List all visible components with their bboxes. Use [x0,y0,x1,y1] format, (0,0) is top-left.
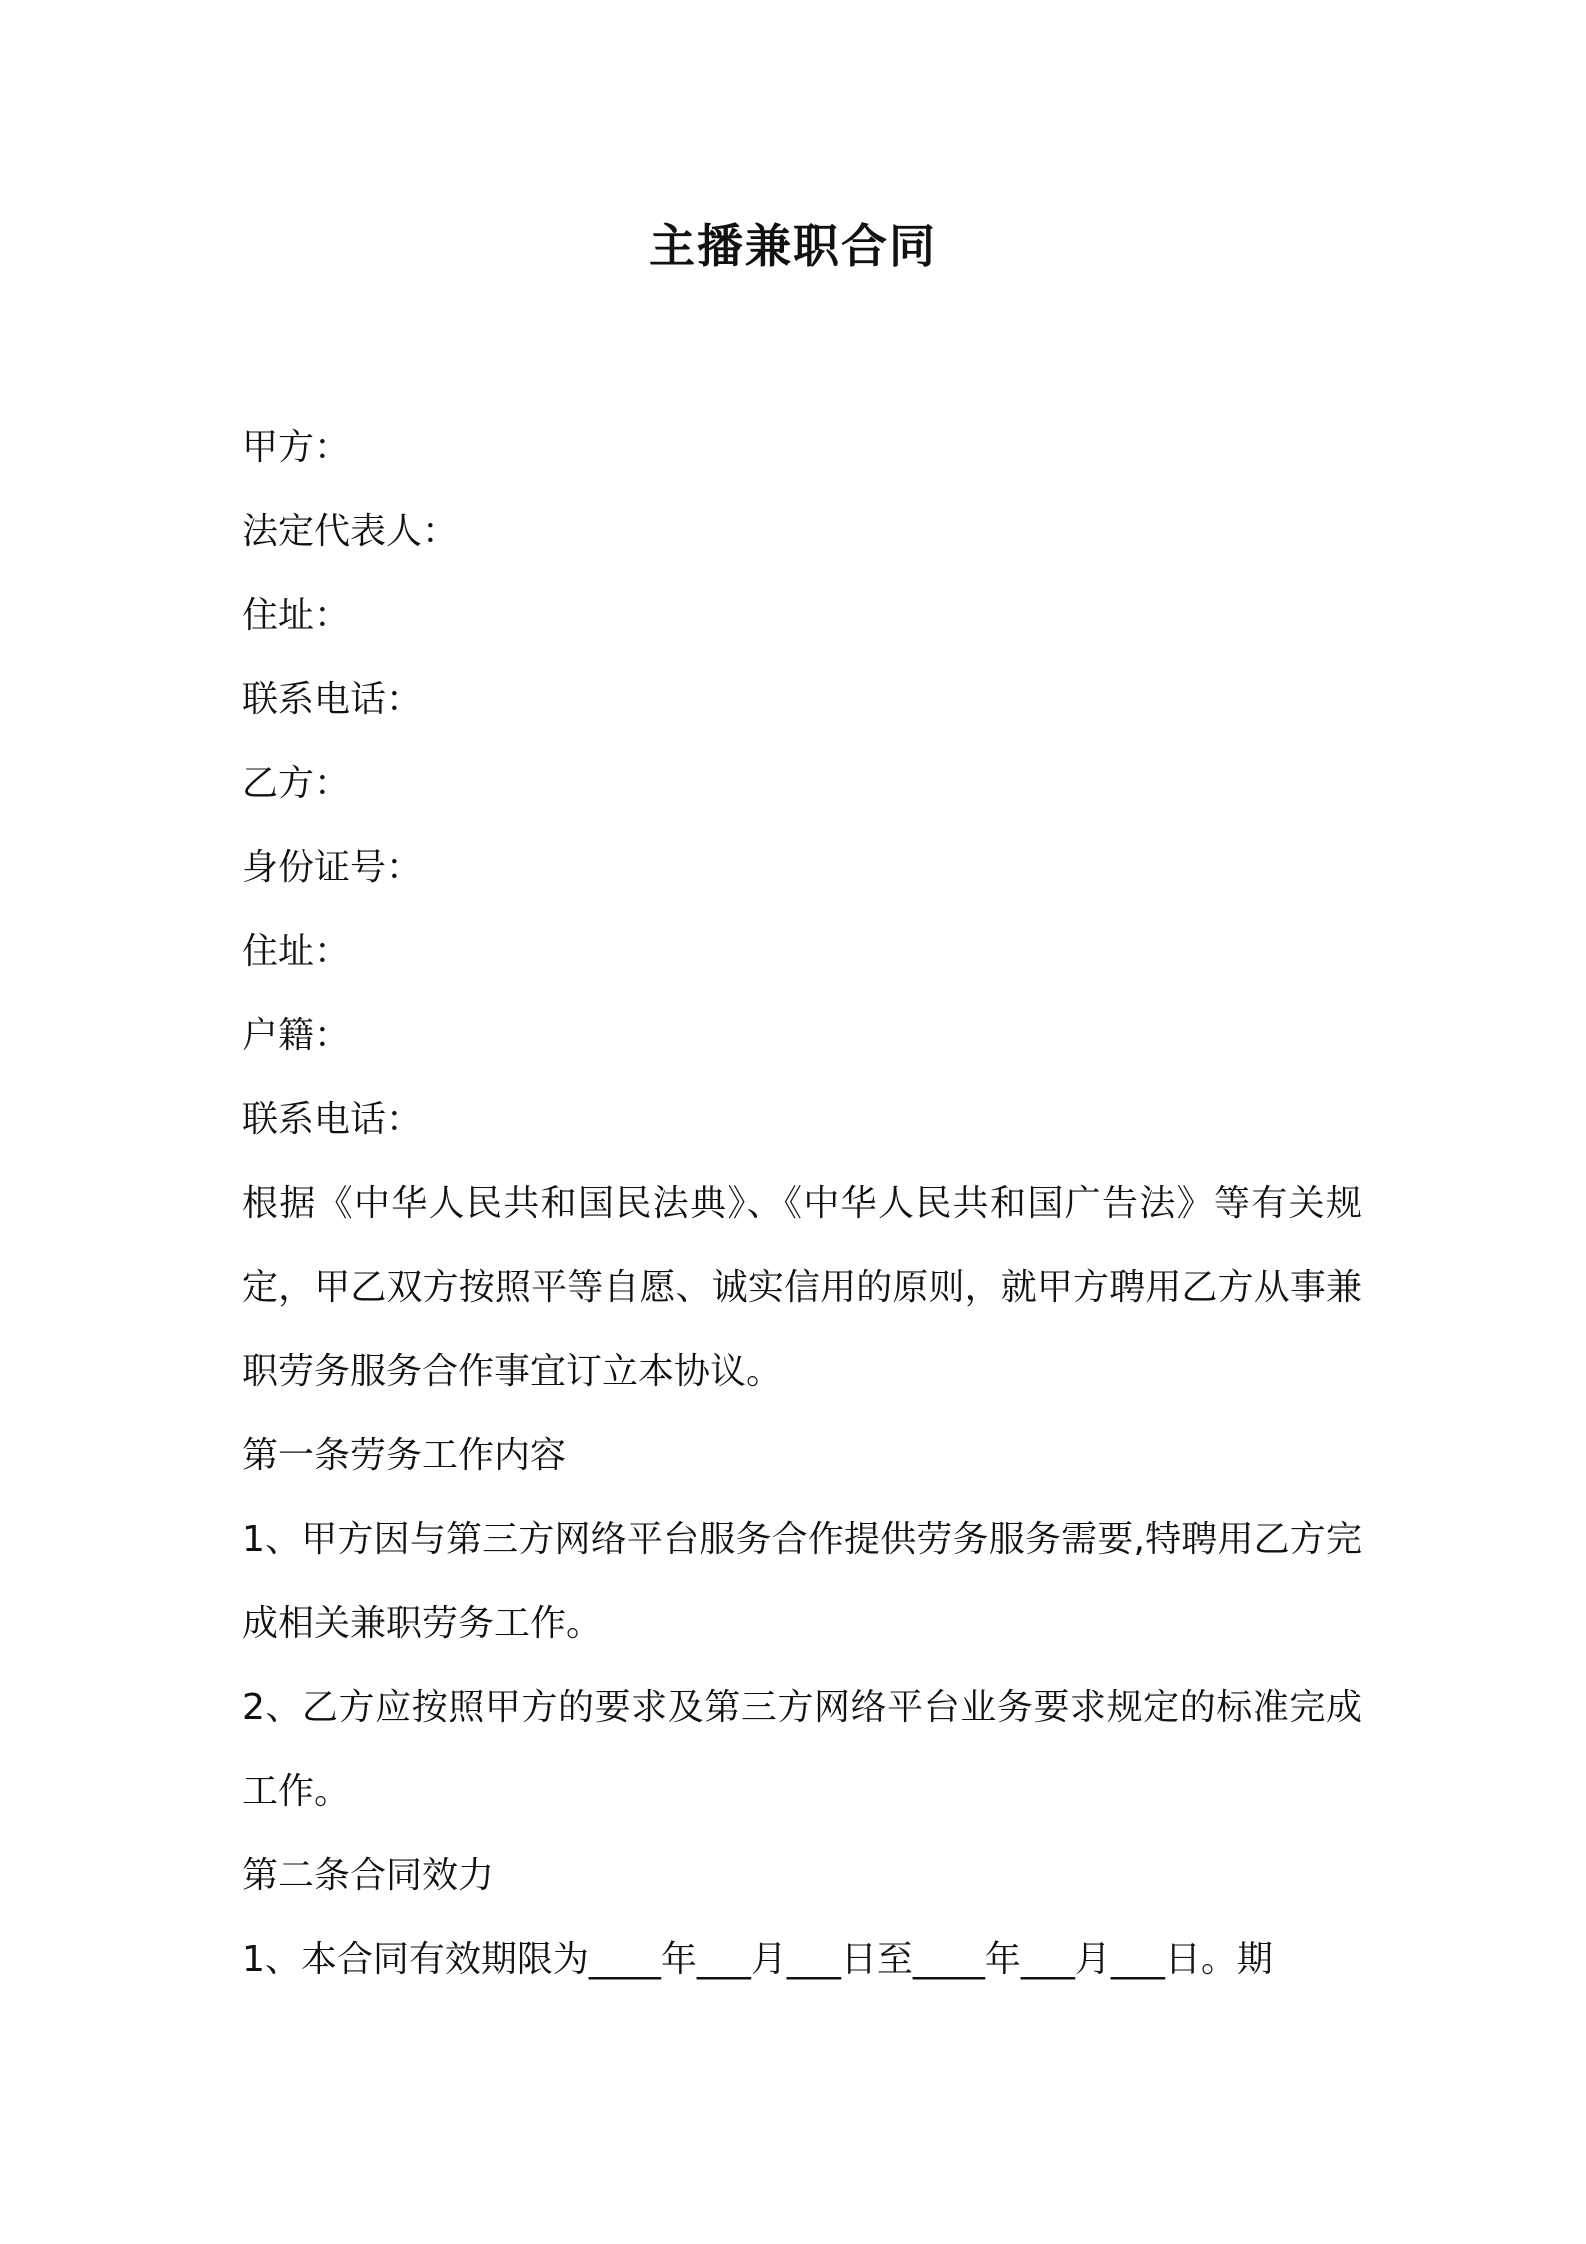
document-title: 主播兼职合同 [649,219,937,273]
preamble-paragraph: 根据《中华人民共和国民法典》、《中华人民共和国广告法》等有关规定，甲乙双方按照平等自愿、诚实信用的原则，就甲方聘用乙方从事兼职劳务服务合作事宜订立本协议。 [242,1183,1362,1392]
party-a-phone-label: 联系电话： [242,679,423,720]
party-b-address-label: 住址： [242,931,351,972]
party-a-name-label: 甲方： [242,427,351,468]
party-a-address-label: 住址： [242,595,351,636]
party-b-name-label: 乙方： [242,763,351,804]
article-1-heading: 第一条劳务工作内容 [242,1435,567,1476]
article-2-heading: 第二条合同效力 [242,1855,495,1896]
party-b-phone-label: 联系电话： [242,1099,423,1140]
article-2-clause-1: 1、本合同有效期限为____年___月___日至____年___月___日。期 [242,1939,1273,1980]
party-a-legal-rep-label: 法定代表人： [242,511,459,552]
article-1-clause-1: 1、甲方因与第三方网络平台服务合作提供劳务服务需要,特聘用乙方完成相关兼职劳务工作。 [242,1519,1362,1644]
party-b-household-label: 户籍： [242,1015,351,1056]
document-body [242,406,1362,2002]
party-b-id-label: 身份证号： [242,847,423,888]
article-1-clause-2: 2、乙方应按照甲方的要求及第三方网络平台业务要求规定的标准完成工作。 [242,1687,1362,1812]
